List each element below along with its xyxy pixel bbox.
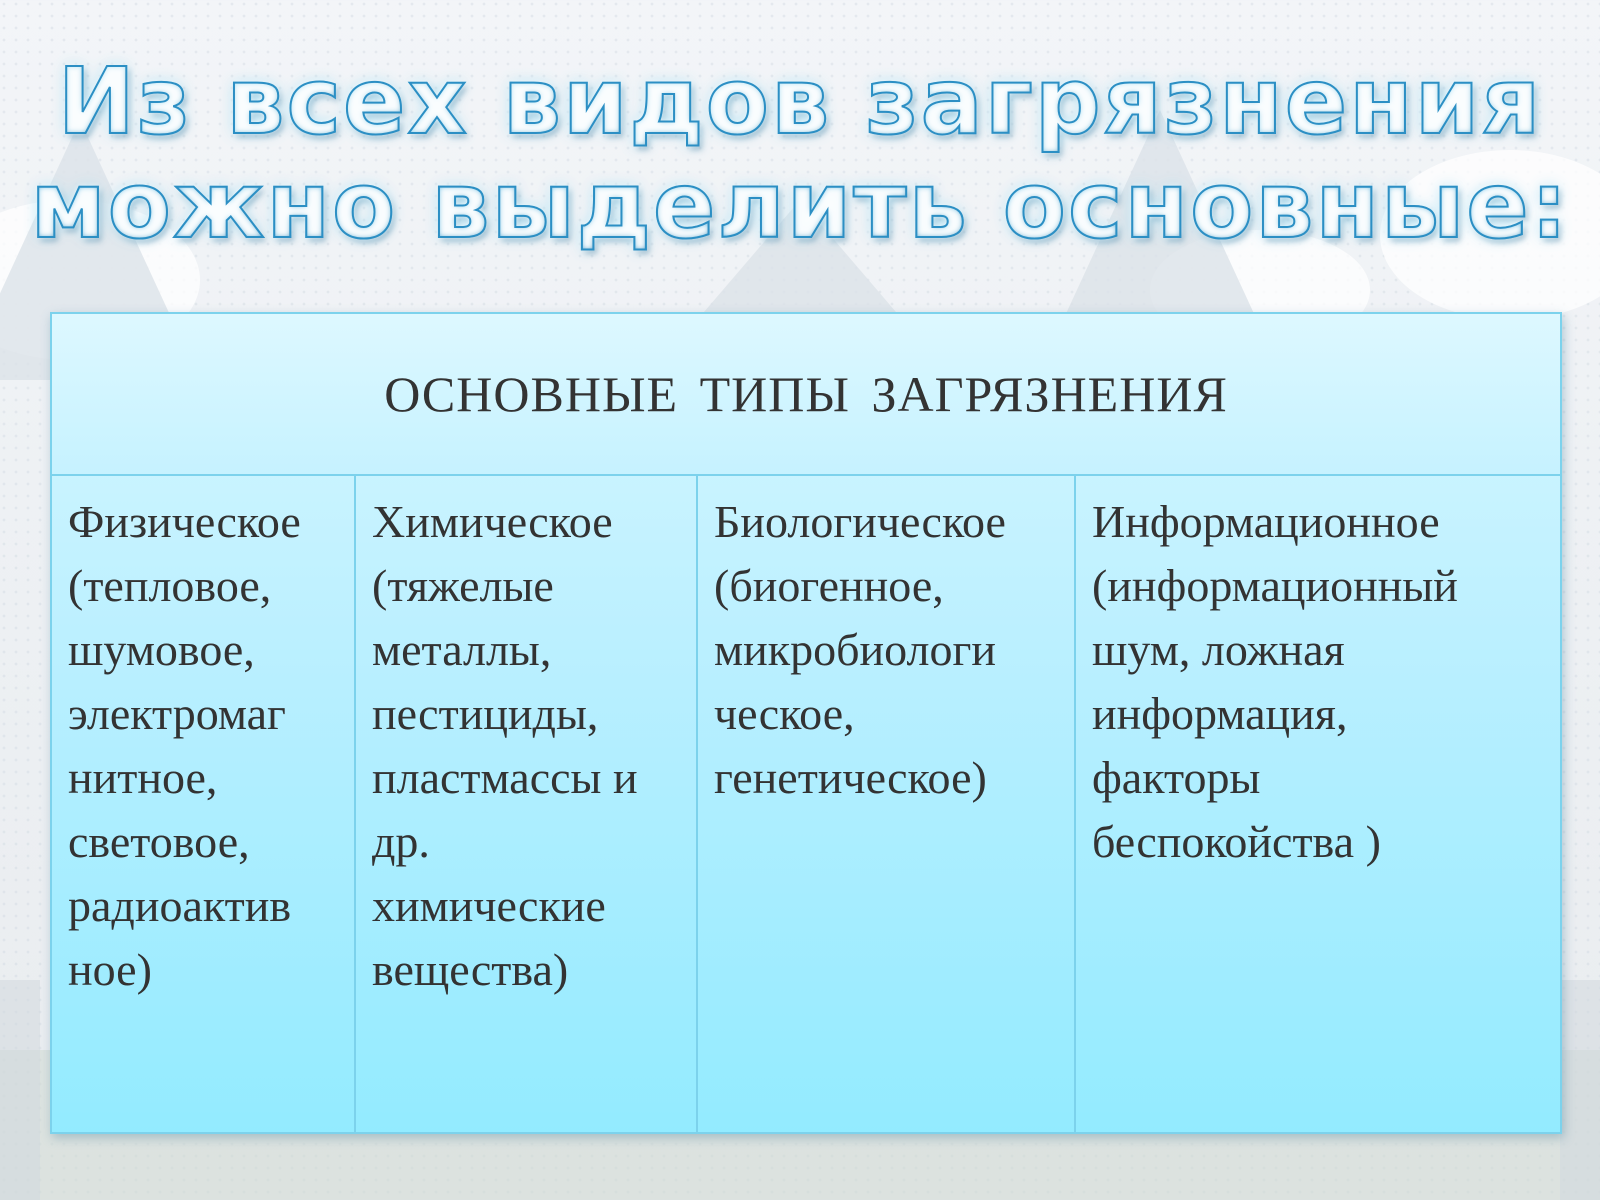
cell-line: радиоактив: [68, 880, 292, 931]
cell-line: ное): [68, 944, 152, 995]
cell-line: шум, ложная: [1092, 624, 1345, 675]
table-cell-biological: [698, 476, 1076, 1132]
cell-line: Химическое: [372, 496, 613, 547]
cell-line: беспокойства ): [1092, 816, 1381, 867]
cell-line: электромаг: [68, 688, 286, 739]
cell-line: нитное,: [68, 752, 218, 803]
cell-line: Биологическое: [714, 496, 1006, 547]
table-cell-informational: [1076, 476, 1560, 1132]
cell-line: ческое,: [714, 688, 855, 739]
table-row: [52, 476, 1560, 1132]
building-shape: [1560, 980, 1600, 1200]
cell-line: световое,: [68, 816, 250, 867]
cell-line: металлы,: [372, 624, 552, 675]
cell-line: (тяжелые: [372, 560, 554, 611]
cell-line: пластмассы и: [372, 752, 638, 803]
cell-line: химические: [372, 880, 606, 931]
pollution-types-table: [50, 312, 1562, 1134]
building-shape: [0, 980, 40, 1200]
cell-line: (информационный: [1092, 560, 1458, 611]
cell-line: факторы: [1092, 752, 1261, 803]
table-cell-chemical: [356, 476, 698, 1132]
cell-line: информация,: [1092, 688, 1348, 739]
table-header-row: [52, 314, 1560, 476]
cell-line: (тепловое,: [68, 560, 272, 611]
cell-line: генетическое): [714, 752, 987, 803]
cell-line: Физическое: [68, 496, 301, 547]
table-header-text: ОСНОВНЫЕ ТИПЫ ЗАГРЯЗНЕНИЯ: [384, 366, 1228, 422]
cell-line: шумовое,: [68, 624, 255, 675]
cell-line: Информационное: [1092, 496, 1440, 547]
slide-title-line-2: можно выделить основные:: [30, 152, 1570, 259]
table-cell-physical: [52, 476, 356, 1132]
cell-line: пестициды,: [372, 688, 599, 739]
cell-line: вещества): [372, 944, 569, 995]
cell-line: микробиологи: [714, 624, 996, 675]
cell-line: (биогенное,: [714, 560, 944, 611]
slide-title: [0, 50, 1600, 258]
slide-title-line-1: Из всех видов загрязнения: [57, 48, 1543, 155]
cell-line: др.: [372, 816, 430, 867]
